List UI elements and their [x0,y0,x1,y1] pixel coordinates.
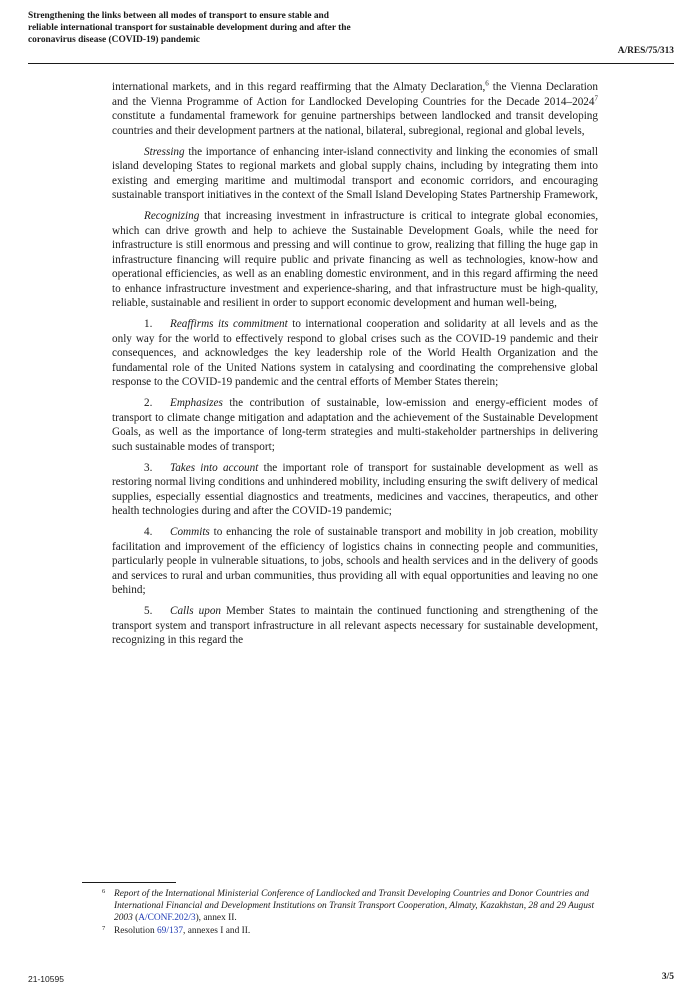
resolution-link[interactable]: 69/137 [156,925,184,936]
footnotes [102,888,597,937]
footnote-6 [102,888,597,925]
footnote-divider [82,882,176,883]
document-symbol: A/RES/75/313 [617,46,674,56]
operative-paragraph-3 [112,461,598,519]
paragraph-text: the contribution of sustainable, low-emission and energy-efficient modes of transport to climate change mitigation and adaptation and the achievement of the Sustainable Development Goals, as well as the importance of long-term strategies and multi-stakeholder partnerships in delivering such sustainable modes of transport; [112,397,598,453]
paragraph-number: 1. [144,318,153,330]
operative-paragraph-5 [112,604,598,648]
footnote-citation: Report of the International Ministerial Conference of Landlocked and Transit Developing Countries and Donor Countries and International Financial and Development Institutions on Transit Transport Cooperation, Almaty, Kazakhstan, 28 and 29 August 2003 [114,889,595,924]
preamble-paragraph-recognizing [112,209,598,311]
resolution-body [112,80,598,654]
paragraph-lead: Recognizing [144,210,200,222]
paragraph-lead: Commits [170,526,210,538]
paragraph-lead: Stressing [144,145,185,158]
paragraph-text: to enhancing the role of sustainable transport and mobility in job creation, mobility facilitation and improvement of the efficiency of logistics chains in connecting people and communities, particularly people in vulnerable situations, to jobs, schools and health services and in the delivery of goods and services to rural and urban communities, thus providing all with equal opportunities and leaving no one behind; [112,526,598,596]
document-header-title: Strengthening the links between all modes of transport to ensure stable and reliable international transport for sustainable development during and after the coronavirus disease (COVID-19) pandemic [28,11,351,45]
footnote-text: Resolution [114,925,157,936]
header-divider [28,63,674,64]
paragraph-lead: Calls upon [170,605,222,617]
paragraph-text: that increasing investment in infrastructure is critical to integrate global economies, which can drive growth and help to achieve the Sustainable Development Goals, while the need for infrastructure is still enormous and pressing and will continue to grow, realizing that filling the huge gap in infrastructure financing will require public and private financing as well as technologies, know-how and operational efficiencies, as well as an enabling domestic environment, and in this regard affirming the need to enhance infrastructure investment and experience-sharing, and that infrastructure must be high-quality, reliable, sustainable and resilient in order to support economic development and human well-being, [112,210,598,309]
footnote-number: 6 [102,888,106,895]
footnote-text: ( [132,913,139,924]
paragraph-text: to international cooperation and solidarity at all levels and as the only way for the world to effectively respond to global crises such as the COVID-19 pandemic and their consequences, and acknowledges the key leadership role of the World Health Organization and the fundamental role of the United Nations system in catalysing and coordinating the comprehensive global response to the COVID-19 pandemic and the central efforts of Member States therein; [112,318,598,388]
document-number: 21-10595 [28,974,64,984]
paragraph-text: international markets, and in this regard reaffirming that the Almaty Declaration, [112,81,486,93]
footnote-7 [102,925,597,937]
paragraph-number: 4. [144,526,153,538]
operative-paragraph-2 [112,396,598,454]
paragraph-lead: Reaffirms its commitment [170,318,288,330]
paragraph-text: the importance of enhancing inter-island connectivity and linking the economies of small island developing States to regional markets and global supply chains, including by integrating them into existing and emerging maritime and multimodal transport and economic corridors, and encouraging sustainable transport initiatives in the context of the Small Island Developing States Partnership Framework, [112,145,598,201]
paragraph-lead: Takes into account [170,461,259,474]
paragraph-text: constitute a fundamental framework for genuine partnerships between landlocked and transit developing countries and their development partners at the national, bilateral, subregional, regional and global levels, [112,110,598,137]
footnote-number: 7 [102,924,106,932]
paragraph-text: Member States to maintain the continued functioning and strengthening of the transport system and transport infrastructure in all relevant aspects necessary for sustainable development, recognizing in this regard the [112,605,598,646]
footnote-ref-7[interactable]: 7 [594,93,598,102]
footnote-text: ), annex II. [195,913,237,924]
preamble-paragraph-stressing [112,145,598,203]
paragraph-number: 5. [144,605,153,617]
operative-paragraph-4 [112,525,598,598]
document-link[interactable]: A/CONF.202/3 [138,913,196,924]
footnote-ref-6[interactable]: 6 [485,79,489,88]
paragraph-number: 2. [144,397,153,409]
operative-paragraph-1 [112,317,598,390]
paragraph-lead: Emphasizes [170,397,223,409]
paragraph-text: the important role of transport for sustainable development as well as restoring normal living conditions and unhindered mobility, including ensuring the swift delivery of medical supplies, especially essential diagnostics and treatments, medicines and vaccines, therapeutics, and other health technologies during and after the COVID-19 pandemic; [112,461,598,517]
paragraph-text: the Vienna Declaration and the Vienna Programme of Action for Landlocked Developing Countries for the Decade 2014–2024 [112,81,598,108]
page-number: 3/5 [661,972,674,982]
paragraph-number: 3. [144,461,153,474]
footnote-text: , annexes I and II. [183,925,251,936]
paragraph-continuation [112,80,598,138]
